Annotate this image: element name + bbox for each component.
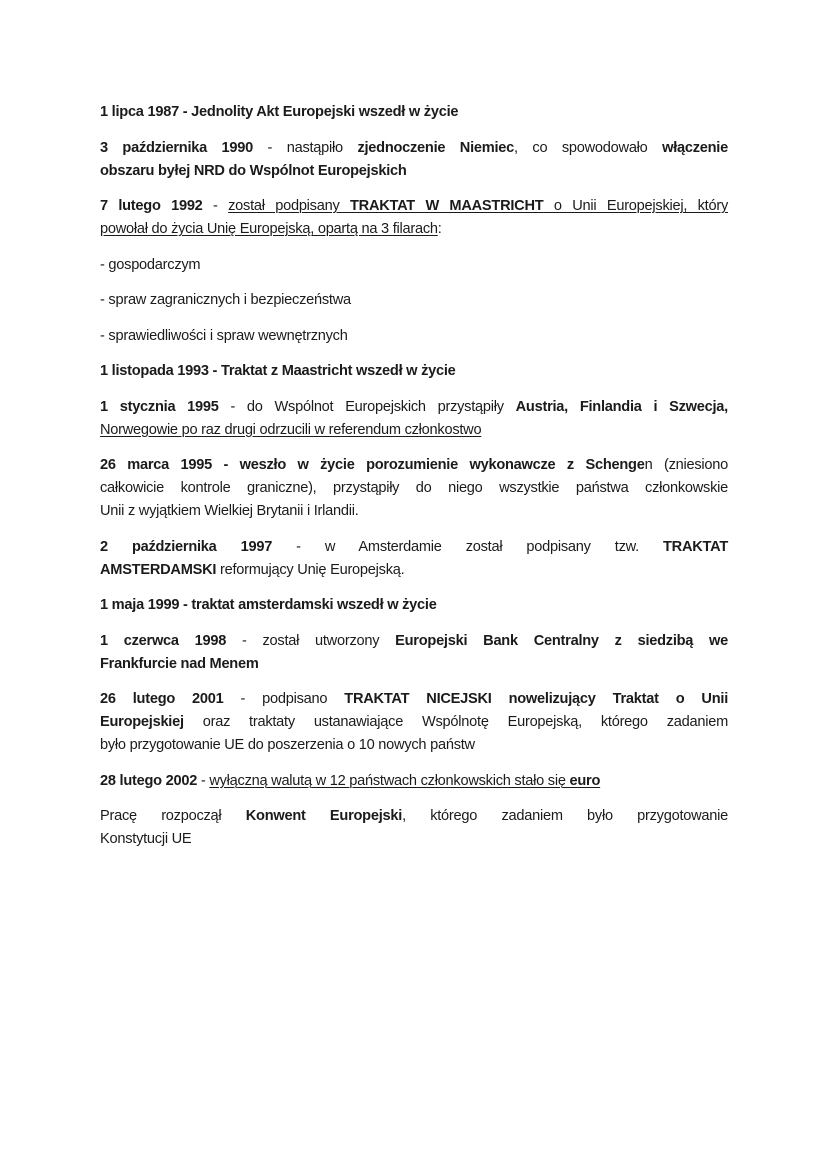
bold-text: TRAKTAT: [663, 538, 728, 555]
text-line: [100, 805, 728, 828]
text-run: Pracę rozpoczął: [100, 808, 246, 824]
text-line: [100, 160, 728, 183]
bold-text: Europejski Bank Centralny z siedzibą we: [395, 632, 729, 649]
underlined-text: został podpisany: [228, 198, 350, 214]
bold-text: włączenie: [662, 139, 728, 156]
text-run: -: [202, 198, 229, 214]
text-line: [100, 254, 728, 277]
text-run: - został utworzony: [226, 632, 396, 649]
paragraph-p2002: [100, 770, 728, 793]
text-run: -: [197, 772, 210, 789]
bold-text: euro: [569, 772, 601, 789]
paragraph-p1999: [100, 594, 728, 617]
underlined-text: Norwegowie po raz drugi odrzucili w referendum członkostwo: [100, 421, 482, 438]
text-line: [100, 195, 728, 218]
text-line: [100, 688, 728, 711]
text-line: [100, 477, 728, 500]
text-line: [100, 325, 728, 348]
text-run: :: [437, 221, 442, 237]
text-line: [100, 396, 728, 419]
paragraph-p2001: [100, 688, 728, 757]
bold-text: TRAKTAT W MAASTRICHT: [349, 198, 544, 214]
document-page: [100, 101, 728, 864]
text-line: [100, 500, 728, 523]
text-run: reformujący Unię Europejską.: [216, 561, 405, 578]
paragraph-p1993: [100, 360, 728, 383]
bold-text: Konwent Europejski: [245, 808, 403, 824]
text-run: - spraw zagranicznych i bezpieczeństwa: [100, 292, 351, 308]
paragraph-p1998: [100, 630, 728, 676]
bold-text: AMSTERDAMSKI: [100, 561, 217, 578]
paragraph-pillar3: [100, 325, 728, 348]
text-line: [100, 828, 728, 851]
bold-text: Austria, Finlandia i Szwecja,: [515, 398, 728, 415]
text-line: [100, 734, 728, 757]
bold-text: 1 listopada 1993 - Traktat z Maastricht wszedł w życie: [100, 363, 456, 379]
bold-text: 3 października 1990: [100, 139, 254, 156]
paragraph-pKonwent: [100, 805, 728, 851]
text-line: [100, 289, 728, 312]
text-run: - w Amsterdamie został podpisany tzw.: [272, 538, 664, 555]
underlined-text: wyłączną walutą w 12 państwach członkowskich stało się: [209, 772, 570, 789]
bold-text: 28 lutego 2002: [100, 772, 198, 789]
text-run: Unii z wyjątkiem Wielkiej Brytanii i Irlandii.: [100, 503, 359, 519]
text-run: - do Wspólnot Europejskich przystąpiły: [218, 398, 516, 415]
text-line: [100, 101, 728, 124]
bold-text: 1 lipca 1987 - Jednolity Akt Europejski wszedł w życie: [100, 104, 459, 120]
paragraph-p1987: [100, 101, 728, 124]
underlined-text: o Unii Europejskiej, który: [543, 198, 728, 214]
text-line: [100, 711, 728, 734]
paragraph-pillar2: [100, 289, 728, 312]
text-run: Konstytucji UE: [100, 831, 192, 847]
text-line: [100, 653, 728, 676]
text-line: [100, 360, 728, 383]
text-run: - gospodarczym: [100, 256, 201, 273]
text-run: było przygotowanie UE do poszerzenia o 10 nowych państw: [100, 737, 475, 753]
bold-text: TRAKTAT NICEJSKI nowelizujący Traktat o Unii: [344, 691, 728, 707]
text-run: n (zniesiono: [644, 457, 728, 473]
bold-text: 1 czerwca 1998: [100, 632, 227, 649]
text-run: - nastąpiło: [253, 139, 358, 156]
underlined-text: powołał do życia Unię Europejską, opartą na 3 filarach: [100, 221, 438, 237]
text-line: [100, 770, 728, 793]
text-line: [100, 630, 728, 653]
text-line: [100, 454, 728, 477]
bold-text: 1 stycznia 1995: [100, 398, 219, 415]
text-line: [100, 419, 728, 442]
text-line: [100, 536, 728, 559]
text-run: - sprawiedliwości i spraw wewnętrznych: [100, 327, 348, 344]
bold-text: Frankfurcie nad Menem: [100, 655, 259, 672]
text-run: , którego zadaniem było przygotowanie: [402, 808, 729, 824]
bold-text: 1 maja 1999 - traktat amsterdamski wszedł w życie: [100, 597, 437, 613]
text-line: [100, 594, 728, 617]
paragraph-pillar1: [100, 254, 728, 277]
text-line: [100, 218, 728, 241]
text-run: całkowicie kontrole graniczne), przystąpiły do niego wszystkie państwa członkowskie: [100, 480, 728, 496]
paragraph-p1990: [100, 137, 728, 183]
text-run: , co spowodowało: [514, 139, 663, 156]
bold-text: 2 października 1997: [100, 538, 273, 555]
bold-text: obszaru byłej NRD do Wspólnot Europejskich: [100, 162, 407, 179]
bold-text: Europejskiej: [100, 714, 184, 730]
paragraph-p1995b: [100, 454, 728, 523]
text-run: oraz traktaty ustanawiające Wspólnotę Europejską, którego zadaniem: [183, 714, 728, 730]
bold-text: 26 marca 1995 - weszło w życie porozumienie wykonawcze z Schenge: [100, 457, 645, 473]
paragraph-p1995a: [100, 396, 728, 442]
text-run: - podpisano: [223, 691, 345, 707]
text-line: [100, 137, 728, 160]
bold-text: zjednoczenie Niemiec: [357, 139, 515, 156]
bold-text: 26 lutego 2001: [100, 691, 224, 707]
paragraph-p1997: [100, 536, 728, 582]
paragraph-p1992: [100, 195, 728, 241]
bold-text: 7 lutego 1992: [100, 198, 203, 214]
text-line: [100, 559, 728, 582]
